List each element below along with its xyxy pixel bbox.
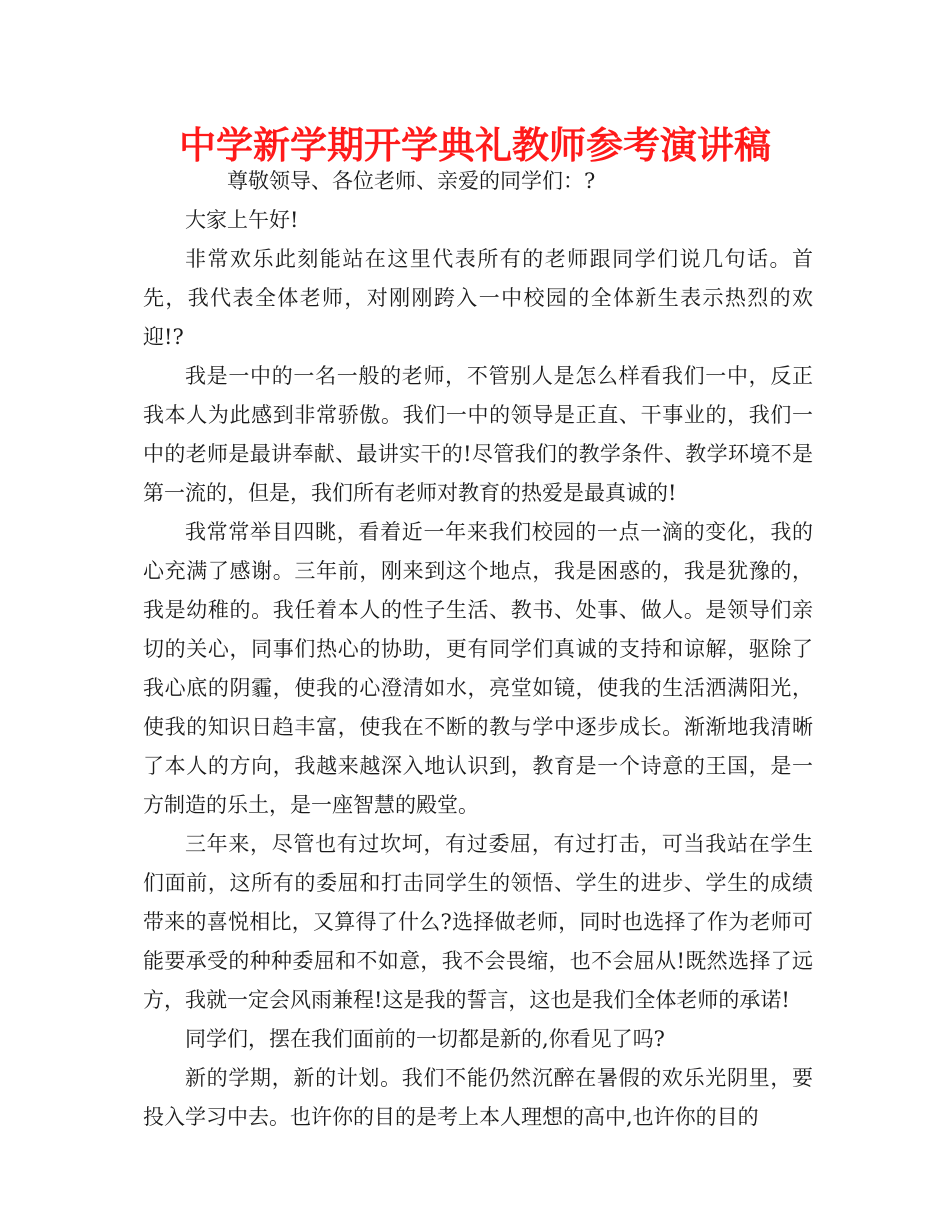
greeting-paragraph: 大家上午好! [185,208,299,232]
salutation-paragraph: 尊敬领导、各位老师、亲爱的同学们：? [227,169,596,193]
body-paragraph: 非常欢乐此刻能站在这里代表所有的老师跟同学们说几句话。首先，我代表全体老师，对刚刚跨入一中校园的全体新生表示热烈的欢迎!? [143,247,813,349]
body-paragraph: 我常常举目四眺，看着近一年来我们校园的一点一滴的变化，我的心充满了感谢。三年前，刚来到这个地点，我是困惑的，我是犹豫的，我是幼稚的。我任着本人的性子生活、教书、处事、做人。是领导们亲切的关心，同事们热心的协助，更有同学们真诚的支持和谅解，驱除了我心底的阴霾，使我的心澄清如水，亮堂如镜，使我的生活洒满阳光，使我的知识日趋丰富，使我在不断的教与学中逐步成长。渐渐地我清晰了本人的方向，我越来越深入地认识到，教育是一个诗意的王国，是一方制造的乐土，是一座智慧的殿堂。 [143,520,813,817]
body-paragraph: 新的学期，新的计划。我们不能仍然沉醉在暑假的欢乐光阴里，要投入学习中去。也许你的目的是考上本人理想的高中,也许你的目的 [143,1066,813,1129]
document-body [143,162,813,1137]
body-paragraph: 同学们，摆在我们面前的一切都是新的,你看见了吗? [185,1027,665,1051]
body-paragraph: 我是一中的一名一般的老师，不管别人是怎么样看我们一中，反正我本人为此感到非常骄傲。我们一中的领导是正直、干事业的，我们一中的老师是最讲奉献、最讲实干的!尽管我们的教学条件、教学环境不是第一流的，但是，我们所有老师对教育的热爱是最真诚的! [143,364,813,505]
document-title: 中学新学期开学典礼教师参考演讲稿 [179,124,771,167]
body-paragraph: 三年来，尽管也有过坎坷，有过委屈，有过打击，可当我站在学生们面前，这所有的委屈和打击同学生的领悟、学生的进步、学生的成绩带来的喜悦相比，又算得了什么?选择做老师，同时也选择了作为老师可能要承受的种种委屈和不如意，我不会畏缩，也不会屈从!既然选择了远方，我就一定会风雨兼程!这是我的誓言，这也是我们全体老师的承诺! [143,832,813,1012]
